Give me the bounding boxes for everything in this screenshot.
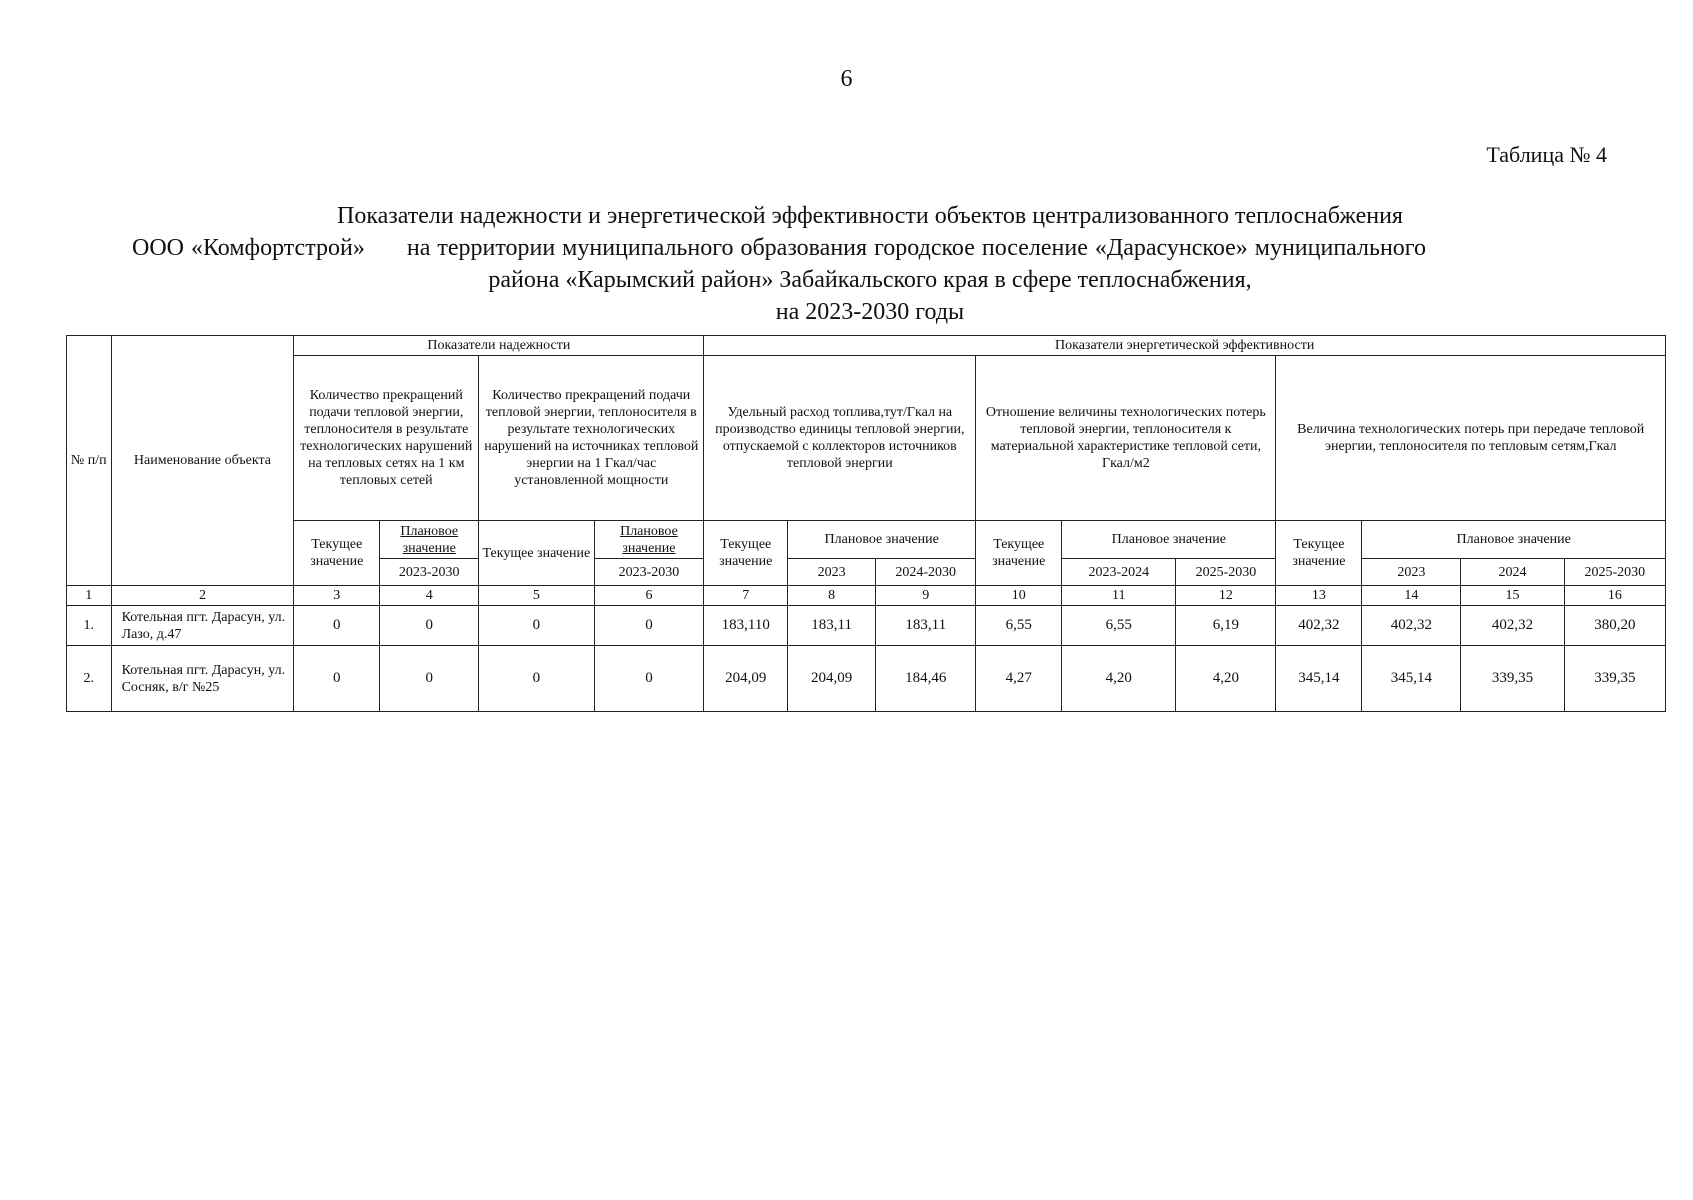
header-object-name: Наименование объекта xyxy=(111,336,294,586)
document-title xyxy=(70,200,1670,328)
row-number: 1. xyxy=(67,606,112,646)
value-cell: 4,20 xyxy=(1176,646,1276,712)
header-period-c9: 2024-2030 xyxy=(876,559,976,586)
header-period-c14: 2023 xyxy=(1362,559,1461,586)
header-planned-1: Плановое значение xyxy=(380,521,479,559)
indicators-table xyxy=(66,335,1666,712)
header-planned-3: Плановое значение xyxy=(788,521,976,559)
header-group-reliability: Показатели надежности xyxy=(294,336,704,356)
header-current-3: Текущее значение xyxy=(704,521,788,586)
header-period-c15: 2024 xyxy=(1461,559,1564,586)
object-name: Котельная пгт. Дарасун, ул. Лазо, д.47 xyxy=(111,606,294,646)
value-cell: 0 xyxy=(479,606,594,646)
title-line-3: района «Карымский район» Забайкальского края в сфере теплоснабжения, xyxy=(488,267,1252,293)
header-period-c8: 2023 xyxy=(788,559,876,586)
table-label: Таблица № 4 xyxy=(1486,142,1607,167)
value-cell: 0 xyxy=(380,606,479,646)
header-row-indicators xyxy=(67,356,1666,521)
header-group-efficiency: Показатели энергетической эффективности xyxy=(704,336,1666,356)
value-cell: 0 xyxy=(294,646,380,712)
header-indicator-4: Отношение величины технологических потерь тепловой энергии, теплоносителя к материальной характеристике тепловой сети, Гкал/м2 xyxy=(976,356,1276,521)
column-number: 2 xyxy=(111,586,294,606)
value-cell: 6,55 xyxy=(1062,606,1176,646)
header-indicator-5: Величина технологических потерь при передаче тепловой энергии, теплоносителя по тепловым сетям,Гкал xyxy=(1276,356,1666,521)
value-cell: 6,55 xyxy=(976,606,1062,646)
column-number: 8 xyxy=(788,586,876,606)
table-row xyxy=(67,646,1666,712)
header-num: № п/п xyxy=(67,336,112,586)
column-number: 13 xyxy=(1276,586,1362,606)
header-current-2: Текущее значение xyxy=(479,521,594,586)
column-number-row xyxy=(67,586,1666,606)
value-cell: 0 xyxy=(479,646,594,712)
value-cell: 339,35 xyxy=(1461,646,1564,712)
column-number: 7 xyxy=(704,586,788,606)
value-cell: 402,32 xyxy=(1461,606,1564,646)
value-cell: 183,110 xyxy=(704,606,788,646)
value-cell: 380,20 xyxy=(1564,606,1665,646)
title-territory: на территории муниципального образования городское поселение «Дарасунское» муниципального xyxy=(406,235,1427,261)
value-cell: 183,11 xyxy=(876,606,976,646)
value-cell: 402,32 xyxy=(1276,606,1362,646)
value-cell: 204,09 xyxy=(788,646,876,712)
header-period-c11: 2023-2024 xyxy=(1062,559,1176,586)
value-cell: 345,14 xyxy=(1362,646,1461,712)
value-cell: 4,27 xyxy=(976,646,1062,712)
header-indicator-2: Количество прекращений подачи тепловой энергии, теплоносителя в результате технологических нарушений на источниках тепловой энергии на 1 Гкал/час установленной мощности xyxy=(479,356,704,521)
title-line-1: Показатели надежности и энергетической эффективности объектов централизованного теплоснабжения xyxy=(337,203,1403,229)
header-indicator-3: Удельный расход топлива,тут/Гкал на производство единицы тепловой энергии, отпускаемой с коллекторов источников тепловой энергии xyxy=(704,356,976,521)
column-number: 5 xyxy=(479,586,594,606)
value-cell: 0 xyxy=(380,646,479,712)
value-cell: 184,46 xyxy=(876,646,976,712)
header-current-4: Текущее значение xyxy=(976,521,1062,586)
column-number: 14 xyxy=(1362,586,1461,606)
header-current-5: Текущее значение xyxy=(1276,521,1362,586)
value-cell: 339,35 xyxy=(1564,646,1665,712)
row-number: 2. xyxy=(67,646,112,712)
value-cell: 0 xyxy=(594,646,704,712)
header-period-c6: 2023-2030 xyxy=(594,559,704,586)
header-planned-4: Плановое значение xyxy=(1062,521,1276,559)
value-cell: 204,09 xyxy=(704,646,788,712)
value-cell: 0 xyxy=(294,606,380,646)
column-number: 6 xyxy=(594,586,704,606)
column-number: 12 xyxy=(1176,586,1276,606)
header-period-c12: 2025-2030 xyxy=(1176,559,1276,586)
column-number: 1 xyxy=(67,586,112,606)
value-cell: 183,11 xyxy=(788,606,876,646)
value-cell: 0 xyxy=(594,606,704,646)
header-current-1: Текущее значение xyxy=(294,521,380,586)
column-number: 10 xyxy=(976,586,1062,606)
column-number: 11 xyxy=(1062,586,1176,606)
title-company: ООО «Комфортстрой» xyxy=(132,235,365,261)
header-row-groups xyxy=(67,336,1666,356)
header-planned-5: Плановое значение xyxy=(1362,521,1666,559)
title-line-4: на 2023-2030 годы xyxy=(775,299,965,325)
column-number: 3 xyxy=(294,586,380,606)
column-number: 4 xyxy=(380,586,479,606)
value-cell: 402,32 xyxy=(1362,606,1461,646)
object-name: Котельная пгт. Дарасун, ул. Сосняк, в/г №25 xyxy=(111,646,294,712)
header-period-c16: 2025-2030 xyxy=(1564,559,1665,586)
column-number: 16 xyxy=(1564,586,1665,606)
table-row xyxy=(67,606,1666,646)
header-period-c4: 2023-2030 xyxy=(380,559,479,586)
header-row-values xyxy=(67,521,1666,559)
header-planned-2: Плановое значение xyxy=(594,521,704,559)
header-indicator-1: Количество прекращений подачи тепловой энергии, теплоносителя в результате технологических нарушений на тепловых сетях на 1 км тепловых сетей xyxy=(294,356,479,521)
column-number: 15 xyxy=(1461,586,1564,606)
page-number: 6 xyxy=(840,66,853,92)
value-cell: 6,19 xyxy=(1176,606,1276,646)
value-cell: 345,14 xyxy=(1276,646,1362,712)
title-line-2 xyxy=(70,232,1670,264)
column-number: 9 xyxy=(876,586,976,606)
value-cell: 4,20 xyxy=(1062,646,1176,712)
